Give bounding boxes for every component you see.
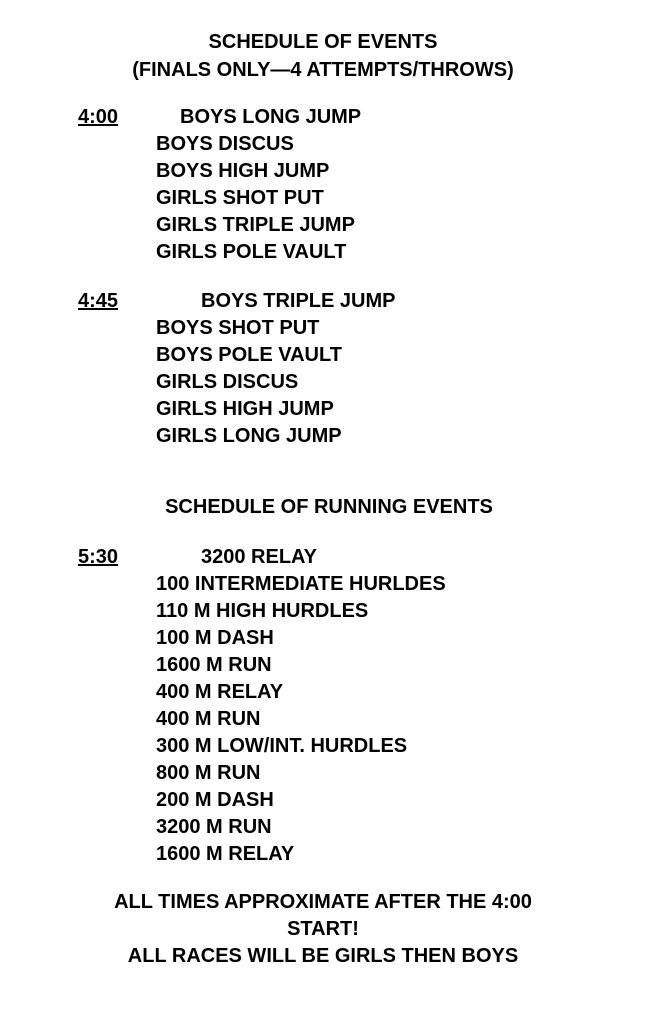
page-title: SCHEDULE OF EVENTS [208, 31, 438, 53]
list-item: BOYS SHOT PUT [156, 317, 320, 339]
list-item: 1600 M RELAY [156, 843, 295, 865]
list-item: BOYS DISCUS [156, 133, 294, 155]
running-section-title: SCHEDULE OF RUNNING EVENTS [165, 496, 493, 518]
list-item: BOYS HIGH JUMP [156, 160, 330, 182]
list-item: 400 M RELAY [156, 681, 284, 703]
list-item: GIRLS SHOT PUT [156, 187, 324, 209]
list-item: GIRLS DISCUS [156, 371, 299, 393]
time-label-2: 4:45 [78, 290, 119, 312]
time-label-1: 4:00 [78, 106, 119, 128]
list-item: 400 M RUN [156, 708, 261, 730]
first-event-2: BOYS TRIPLE JUMP [201, 290, 396, 312]
first-event-1: BOYS LONG JUMP [180, 106, 362, 128]
list-item: GIRLS HIGH JUMP [156, 398, 334, 420]
list-item: 110 M HIGH HURDLES [156, 600, 369, 622]
event-list-1 [156, 131, 355, 266]
footer-note-1: ALL TIMES APPROXIMATE AFTER THE 4:00 [114, 891, 532, 913]
list-item: GIRLS POLE VAULT [156, 241, 347, 263]
list-item: GIRLS LONG JUMP [156, 425, 342, 447]
list-item: 800 M RUN [156, 762, 261, 784]
page-subtitle: (FINALS ONLY—4 ATTEMPTS/THROWS) [132, 59, 514, 81]
list-item: GIRLS TRIPLE JUMP [156, 214, 355, 236]
footer-note-3: ALL RACES WILL BE GIRLS THEN BOYS [127, 945, 519, 967]
time-label-3: 5:30 [78, 546, 119, 568]
event-list-3 [156, 571, 446, 868]
list-item: 1600 M RUN [156, 654, 272, 676]
list-item: 3200 M RUN [156, 816, 272, 838]
list-item: 200 M DASH [156, 789, 274, 811]
footer-note-2: START! [287, 918, 359, 940]
list-item: BOYS POLE VAULT [156, 344, 342, 366]
event-list-2 [156, 315, 342, 450]
list-item: 100 M DASH [156, 627, 274, 649]
list-item: 100 INTERMEDIATE HURLDES [156, 573, 446, 595]
list-item: 300 M LOW/INT. HURDLES [156, 735, 408, 757]
first-event-3: 3200 RELAY [201, 546, 317, 568]
